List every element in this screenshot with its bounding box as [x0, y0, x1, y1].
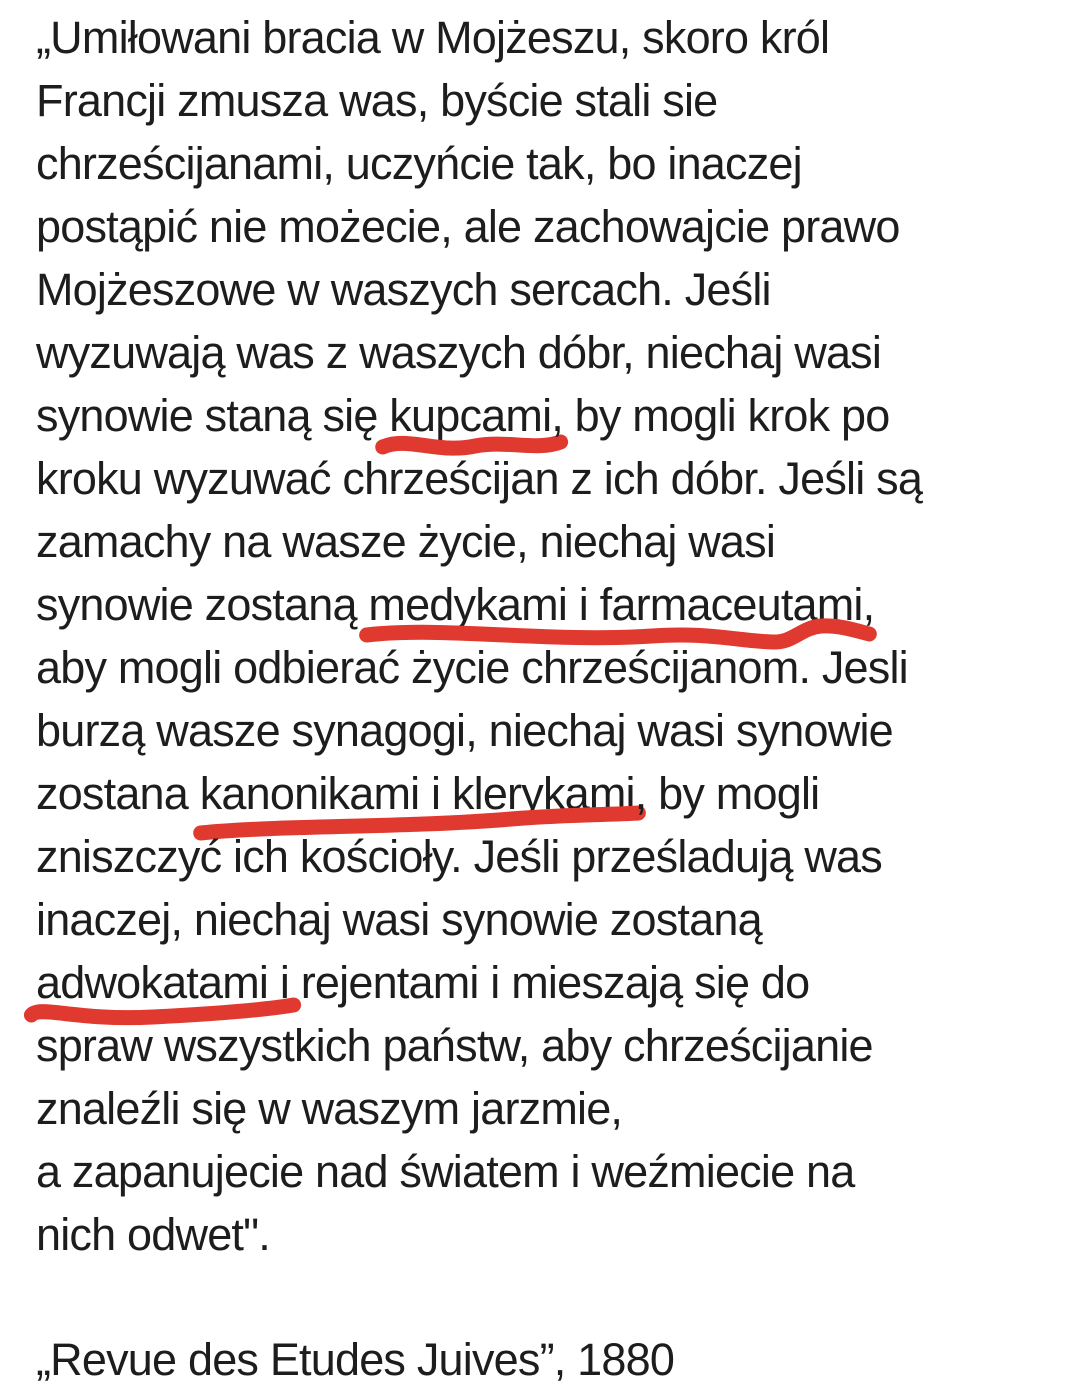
text-line — [36, 636, 1080, 699]
text-line — [36, 6, 1080, 69]
text-line — [36, 69, 1080, 132]
text-run: , — [862, 579, 875, 630]
text-run: „Umiłowani bracia w Mojżeszu, skoro król — [36, 12, 830, 63]
text-run: Francji zmusza was, byście stali sie — [36, 75, 718, 126]
text-line — [36, 195, 1080, 258]
text-run: , by mogli — [634, 768, 820, 819]
text-run: postąpić nie możecie, ale zachowajcie prawo — [36, 201, 900, 252]
underlined-phrase: kanonikami i klerykami — [200, 762, 635, 825]
text-run: synowie zostaną — [36, 579, 369, 630]
text-line — [36, 1077, 1080, 1140]
source-citation: „Revue des Etudes Juives”, 1880 — [36, 1334, 675, 1385]
text-run: a zapanujecie nad światem i weźmiecie na — [36, 1146, 855, 1197]
text-run: zniszczyć ich kościoły. Jeśli prześladują was — [36, 831, 882, 882]
text-line — [36, 447, 1080, 510]
text-run: , by mogli krok po — [551, 390, 890, 441]
text-line — [36, 1203, 1080, 1266]
text-line — [36, 888, 1080, 951]
text-run: i rejentami i mieszają się do — [268, 957, 810, 1008]
text-line — [36, 132, 1080, 195]
text-run: chrześcijanami, uczyńcie tak, bo inaczej — [36, 138, 802, 189]
text-run: wyzuwają was z waszych dóbr, niechaj wasi — [36, 327, 882, 378]
underlined-phrase: kupcami — [389, 384, 551, 447]
text-line — [36, 1014, 1080, 1077]
underlined-phrase: medykami i farmaceutami — [368, 573, 862, 636]
text-line — [36, 573, 1080, 636]
text-run: zamachy na wasze życie, niechaj wasi — [36, 516, 776, 567]
text-line — [36, 1140, 1080, 1203]
text-run: zostana — [36, 768, 200, 819]
text-run: Mojżeszowe w waszych sercach. Jeśli — [36, 264, 771, 315]
text-run: burzą wasze synagogi, niechaj wasi synowie — [36, 705, 893, 756]
underlined-phrase: adwokatami — [36, 951, 268, 1014]
text-line — [36, 762, 1080, 825]
text-line — [36, 699, 1080, 762]
text-line — [36, 384, 1080, 447]
text-run: spraw wszystkich państw, aby chrześcijanie — [36, 1020, 873, 1071]
text-run: synowie staną się — [36, 390, 390, 441]
text-run: aby mogli odbierać życie chrześcijanom. Jesli — [36, 642, 908, 693]
text-run: inaczej, niechaj wasi synowie zostaną — [36, 894, 762, 945]
text-line — [36, 951, 1080, 1014]
text-line — [36, 825, 1080, 888]
text-run: nich odwet". — [36, 1209, 271, 1260]
quote-text-block — [36, 6, 1080, 1266]
text-line — [36, 258, 1080, 321]
text-run: znaleźli się w waszym jarzmie, — [36, 1083, 623, 1134]
text-line — [36, 321, 1080, 384]
text-line — [36, 510, 1080, 573]
text-run: kroku wyzuwać chrześcijan z ich dóbr. Jeśli są — [36, 453, 923, 504]
